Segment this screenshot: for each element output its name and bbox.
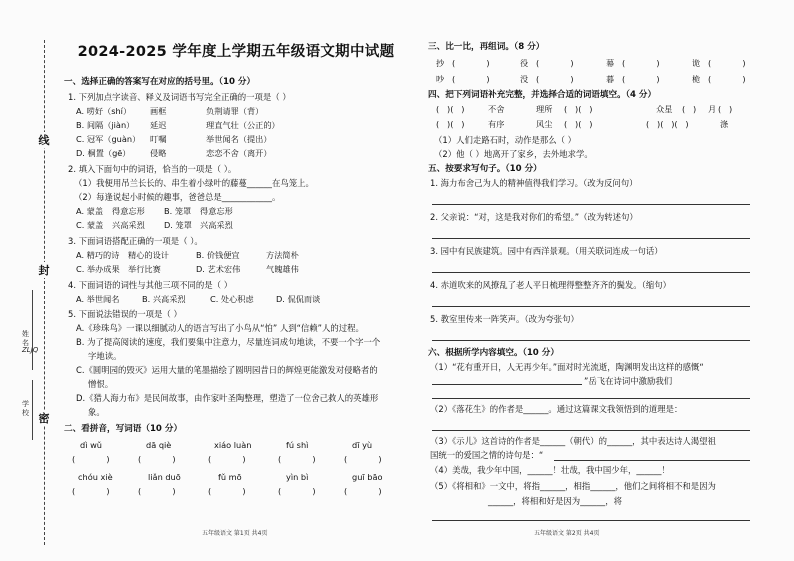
q1-a-idiom: 负荆请罪（背） — [206, 106, 264, 116]
q1-a-word: A. 唠好（shí） — [76, 106, 132, 116]
q2-c-2: 兴高采烈 — [112, 220, 145, 230]
idiom-4: 月 — [708, 104, 717, 114]
sec6-blank-5[interactable] — [432, 520, 750, 521]
q4-a: A. 举世闻名 — [76, 294, 120, 304]
q3-stem: 3. 下面词语搭配正确的一项是（ ）。 — [68, 236, 203, 246]
blank-8[interactable]: ( ) — [708, 74, 746, 84]
pinyin-10: guī bāo — [352, 472, 383, 482]
sec6-line-4: （4）美哉，我少年中国，______！壮哉，我中国少年，______！ — [430, 465, 670, 475]
q5-line-c: C.《圆明园的毁灭》运用大量的笔墨描绘了圆明园昔日的辉煌更能激发对侵略者的 — [76, 365, 378, 375]
q1-d-idiom: 恋恋不舍（离开） — [206, 148, 272, 158]
char-8: 桅 — [692, 74, 701, 84]
school-field-line — [32, 380, 33, 440]
page-title: 2024-2025 学年度上学期五年级语文期中试题 — [77, 44, 395, 60]
q2-b-2: 得意忘形 — [200, 206, 233, 216]
pinyin-6: chóu xiè — [78, 472, 113, 482]
school-field-label: 学校 — [22, 400, 29, 417]
q2-c-1: C. 蒙盖 — [76, 220, 104, 230]
answer-line-3[interactable] — [432, 272, 750, 273]
name-field-line — [32, 290, 33, 370]
answer-box-7[interactable]: ( ) — [138, 486, 176, 496]
sec6-line-3b: 国统一的爱国之情的诗句是：“ — [430, 450, 544, 460]
section-2-heading: 二、看拼音，写词语（10 分） — [64, 424, 183, 434]
q1-a-word2: 画框 — [150, 106, 167, 116]
q2-stem: 2. 填入下面句中的词语，恰当的一项是（ ）。 — [68, 164, 237, 174]
answer-box-6[interactable]: ( ) — [72, 486, 110, 496]
section-4-heading: 四、把下列词语补充完整，并选择合适的词语填空。（4 分） — [428, 90, 657, 100]
sec6-line-3: （3）《示儿》这首诗的作者是______（朝代）的______，其中表达诗人渴望祖 — [430, 436, 716, 446]
char-2: 役 — [520, 58, 529, 68]
sec5-item-4: 4. 赤道吹来的风撩乱了老人平日梳理得整整齐齐的鬓发。（缩句） — [430, 280, 671, 290]
blank-3[interactable]: ( ) — [622, 58, 660, 68]
right-page — [424, 0, 769, 561]
idiom-2: 理所 — [536, 104, 553, 114]
q4-b: B. 兴高采烈 — [142, 294, 186, 304]
name-field-label: 姓名 — [22, 330, 29, 347]
q5-line-a: A.《珍珠鸟》一课以细腻动人的语言写出了小鸟从“怕” 人到“信赖”人的过程。 — [76, 323, 364, 333]
q5-line-d2: 象。 — [88, 407, 105, 417]
answer-line-2[interactable] — [432, 238, 750, 239]
answer-box-9[interactable]: ( ) — [278, 486, 316, 496]
q1-c-word: C. 冠军（guàn） — [76, 134, 141, 144]
seal-word-mi: 密 — [36, 410, 52, 426]
blank-6[interactable]: ( ) — [536, 74, 574, 84]
q1-b-idiom: 理直气壮（公正的） — [206, 120, 280, 130]
char-5: 吵 — [436, 74, 445, 84]
idiom-5: 有序 — [488, 119, 505, 129]
q1-c-idiom: 举世闻名（提出） — [206, 134, 272, 144]
handwritten-name: ZLJQ — [22, 346, 39, 354]
blank-1[interactable]: ( ) — [452, 58, 490, 68]
q3-d-1: D. 艺术宏伟 — [196, 264, 241, 274]
right-footer: 五年级语文 第2页 共4页 — [534, 530, 600, 537]
q5-line-d: D.《猎人海力布》是民间故事，由作家叶圣陶整理，塑造了一位舍己救人的英雄形 — [76, 393, 379, 403]
idiom-6: 风尘 — [536, 119, 553, 129]
sec5-item-1: 1. 海力布舍己为人的精神值得我们学习。（改为反问句） — [430, 178, 638, 188]
q1-b-word: B. 间隔（jiàn） — [76, 120, 135, 130]
binding-margin — [0, 0, 58, 561]
q1-d-word2: 侵略 — [150, 148, 167, 158]
q2-sentence-1: （1）我便用吊兰长长的、串生着小绿叶的藤蔓______在鸟笼上。 — [74, 178, 314, 188]
answer-line-5[interactable] — [432, 340, 750, 341]
blank-7[interactable]: ( ) — [622, 74, 660, 84]
sec6-line-5b: ______，将相和好是因为______，将 — [488, 496, 622, 506]
q3-a-1: A. 精巧的诗 — [76, 250, 120, 260]
sec4-sentence-1: （1）人们走路石时，动作是那么（ ） — [434, 135, 576, 145]
left-page — [62, 0, 410, 561]
sec6-blank-1b[interactable] — [432, 398, 750, 399]
pinyin-5: dī yù — [352, 440, 373, 450]
char-7: 暮 — [606, 74, 615, 84]
q5-line-c2: 憎恨。 — [88, 379, 114, 389]
idiom-blank-6[interactable]: ( )( ) — [564, 119, 593, 129]
q3-options — [76, 250, 396, 278]
q4-options — [76, 294, 396, 308]
q4-stem: 4. 下面词语的词性与其他三项不同的是（ ） — [68, 280, 233, 290]
section-6-heading: 六、根据所学内容填空。（10 分） — [428, 348, 559, 358]
idiom-grid — [436, 104, 766, 134]
pinyin-grid — [72, 440, 402, 516]
pinyin-1: dì wǔ — [80, 440, 102, 450]
sec5-item-2: 2. 父亲说：“对，这是我对你们的希望。”（改为转述句） — [430, 212, 638, 222]
idiom-blank-5[interactable]: ( )( ) — [436, 119, 465, 129]
sec6-line-2: （2）《落花生》的作者是______。通过这篇课文我领悟到的道理是： — [430, 404, 683, 414]
char-6: 没 — [520, 74, 529, 84]
answer-box-3[interactable]: ( ) — [208, 454, 246, 464]
seal-word-xian: 线 — [36, 132, 52, 148]
q5-line-b: B. 为了提高阅读的速度，我们要集中注意力，尽量连词成句地读，不要一个字一个 — [76, 337, 381, 347]
sec6-blank-1[interactable] — [432, 384, 582, 385]
char-3: 幕 — [606, 58, 615, 68]
pinyin-7: liǎn duō — [148, 472, 181, 482]
q1-stem: 1. 下列加点字读音、释义及词语书写完全正确的一项是（ ） — [68, 92, 291, 102]
sec5-item-5: 5. 教室里传来一阵笑声。（改为夸张句） — [430, 314, 579, 324]
seal-word-feng: 封 — [36, 262, 52, 278]
answer-box-10[interactable]: ( ) — [344, 486, 382, 496]
idiom-3: 众星 — [656, 104, 673, 114]
q2-a-1: A. 蒙盖 — [76, 206, 104, 216]
idiom-blank-3[interactable]: ( ) — [682, 104, 697, 114]
idiom-blank-1[interactable]: ( )( ) — [436, 104, 465, 114]
q4-d: D. 侃侃而谈 — [276, 294, 321, 304]
q2-d-1: D. 笼罩 — [164, 220, 192, 230]
sec6-line-5: （5）《将相和》一文中，将指______，相指______，他们之间将相不和是因为 — [430, 481, 716, 491]
q3-c-1: C. 举办成果 — [76, 264, 120, 274]
q1-b-word2: 延迟 — [150, 120, 167, 130]
section-1-heading: 一、选择正确的答案写在对应的括号里。（10 分） — [64, 77, 256, 87]
q2-sentence-2: （2）每逢说起小时候的趣事，爸爸总是____________。 — [74, 192, 281, 202]
sec4-sentence-2: （2）他（ ）地离开了家乡，去外地求学。 — [434, 149, 593, 159]
pinyin-4: fú shì — [286, 440, 309, 450]
blank-2[interactable]: ( ) — [536, 58, 574, 68]
q3-d-2: 气魄雄伟 — [266, 264, 299, 274]
char-1: 抄 — [436, 58, 445, 68]
answer-box-1[interactable]: ( ) — [72, 454, 110, 464]
q4-c: C. 处心积虑 — [210, 294, 254, 304]
q2-b-1: B. 笼罩 — [164, 206, 192, 216]
section-5-heading: 五、按要求写句子。（10 分） — [428, 164, 542, 174]
blank-4[interactable]: ( ) — [708, 58, 746, 68]
q3-a-2: 精心的设计 — [128, 250, 169, 260]
pinyin-2: dā qiè — [146, 440, 172, 450]
q3-b-2: 方法简朴 — [266, 250, 299, 260]
sec6-line-1: （1）“花有重开日，人无再少年。”面对时光流逝，陶渊明发出这样的感慨“ — [430, 362, 704, 372]
pinyin-8: fǔ mō — [218, 472, 242, 482]
pinyin-3: xiáo luàn — [214, 440, 252, 450]
idiom-7: 涤 — [720, 119, 729, 129]
q5-line-b2: 字地读。 — [88, 351, 122, 361]
char-4: 诡 — [692, 58, 701, 68]
q1-c-word2: 叮嘱 — [150, 134, 167, 144]
sec6-blank-3[interactable] — [554, 460, 750, 461]
sec5-item-3: 3. 园中有民族建筑。园中有西洋景观。（用关联词连成一句话） — [430, 246, 663, 256]
q3-c-2: 举行比赛 — [128, 264, 161, 274]
q2-a-2: 得意忘形 — [112, 206, 145, 216]
idiom-blank-4[interactable]: ( ) — [718, 104, 733, 114]
compare-grid — [436, 58, 766, 88]
idiom-1: 不舍 — [488, 104, 505, 114]
pinyin-9: yìn bì — [286, 472, 309, 482]
answer-box-8[interactable]: ( ) — [208, 486, 246, 496]
answer-box-2[interactable]: ( ) — [138, 454, 176, 464]
q5-stem: 5. 下面说法错误的一项是（ ） — [68, 309, 182, 319]
sec6-line-1b: ”岳飞在诗词中激励我们 — [584, 376, 673, 386]
q2-d-2: 兴高采烈 — [200, 220, 233, 230]
sec6-blank-2[interactable] — [432, 430, 750, 431]
blank-5[interactable]: ( ) — [452, 74, 490, 84]
q1-options — [76, 106, 396, 162]
answer-line-1[interactable] — [432, 204, 750, 205]
q2-options — [76, 206, 396, 234]
q1-d-word: D. 桐置（gē） — [76, 148, 131, 158]
q3-b-1: B. 价钱便宜 — [196, 250, 240, 260]
seal-line — [44, 40, 45, 545]
idiom-blank-2[interactable]: ( )( ) — [564, 104, 593, 114]
section-3-heading: 三、比一比，再组词。（8 分） — [428, 42, 545, 52]
answer-box-4[interactable]: ( ) — [278, 454, 316, 464]
answer-box-5[interactable]: ( ) — [344, 454, 382, 464]
idiom-blank-7[interactable]: ( )( )( ) — [646, 119, 689, 129]
answer-line-4[interactable] — [432, 306, 750, 307]
left-footer: 五年级语文 第1页 共4页 — [202, 530, 268, 537]
